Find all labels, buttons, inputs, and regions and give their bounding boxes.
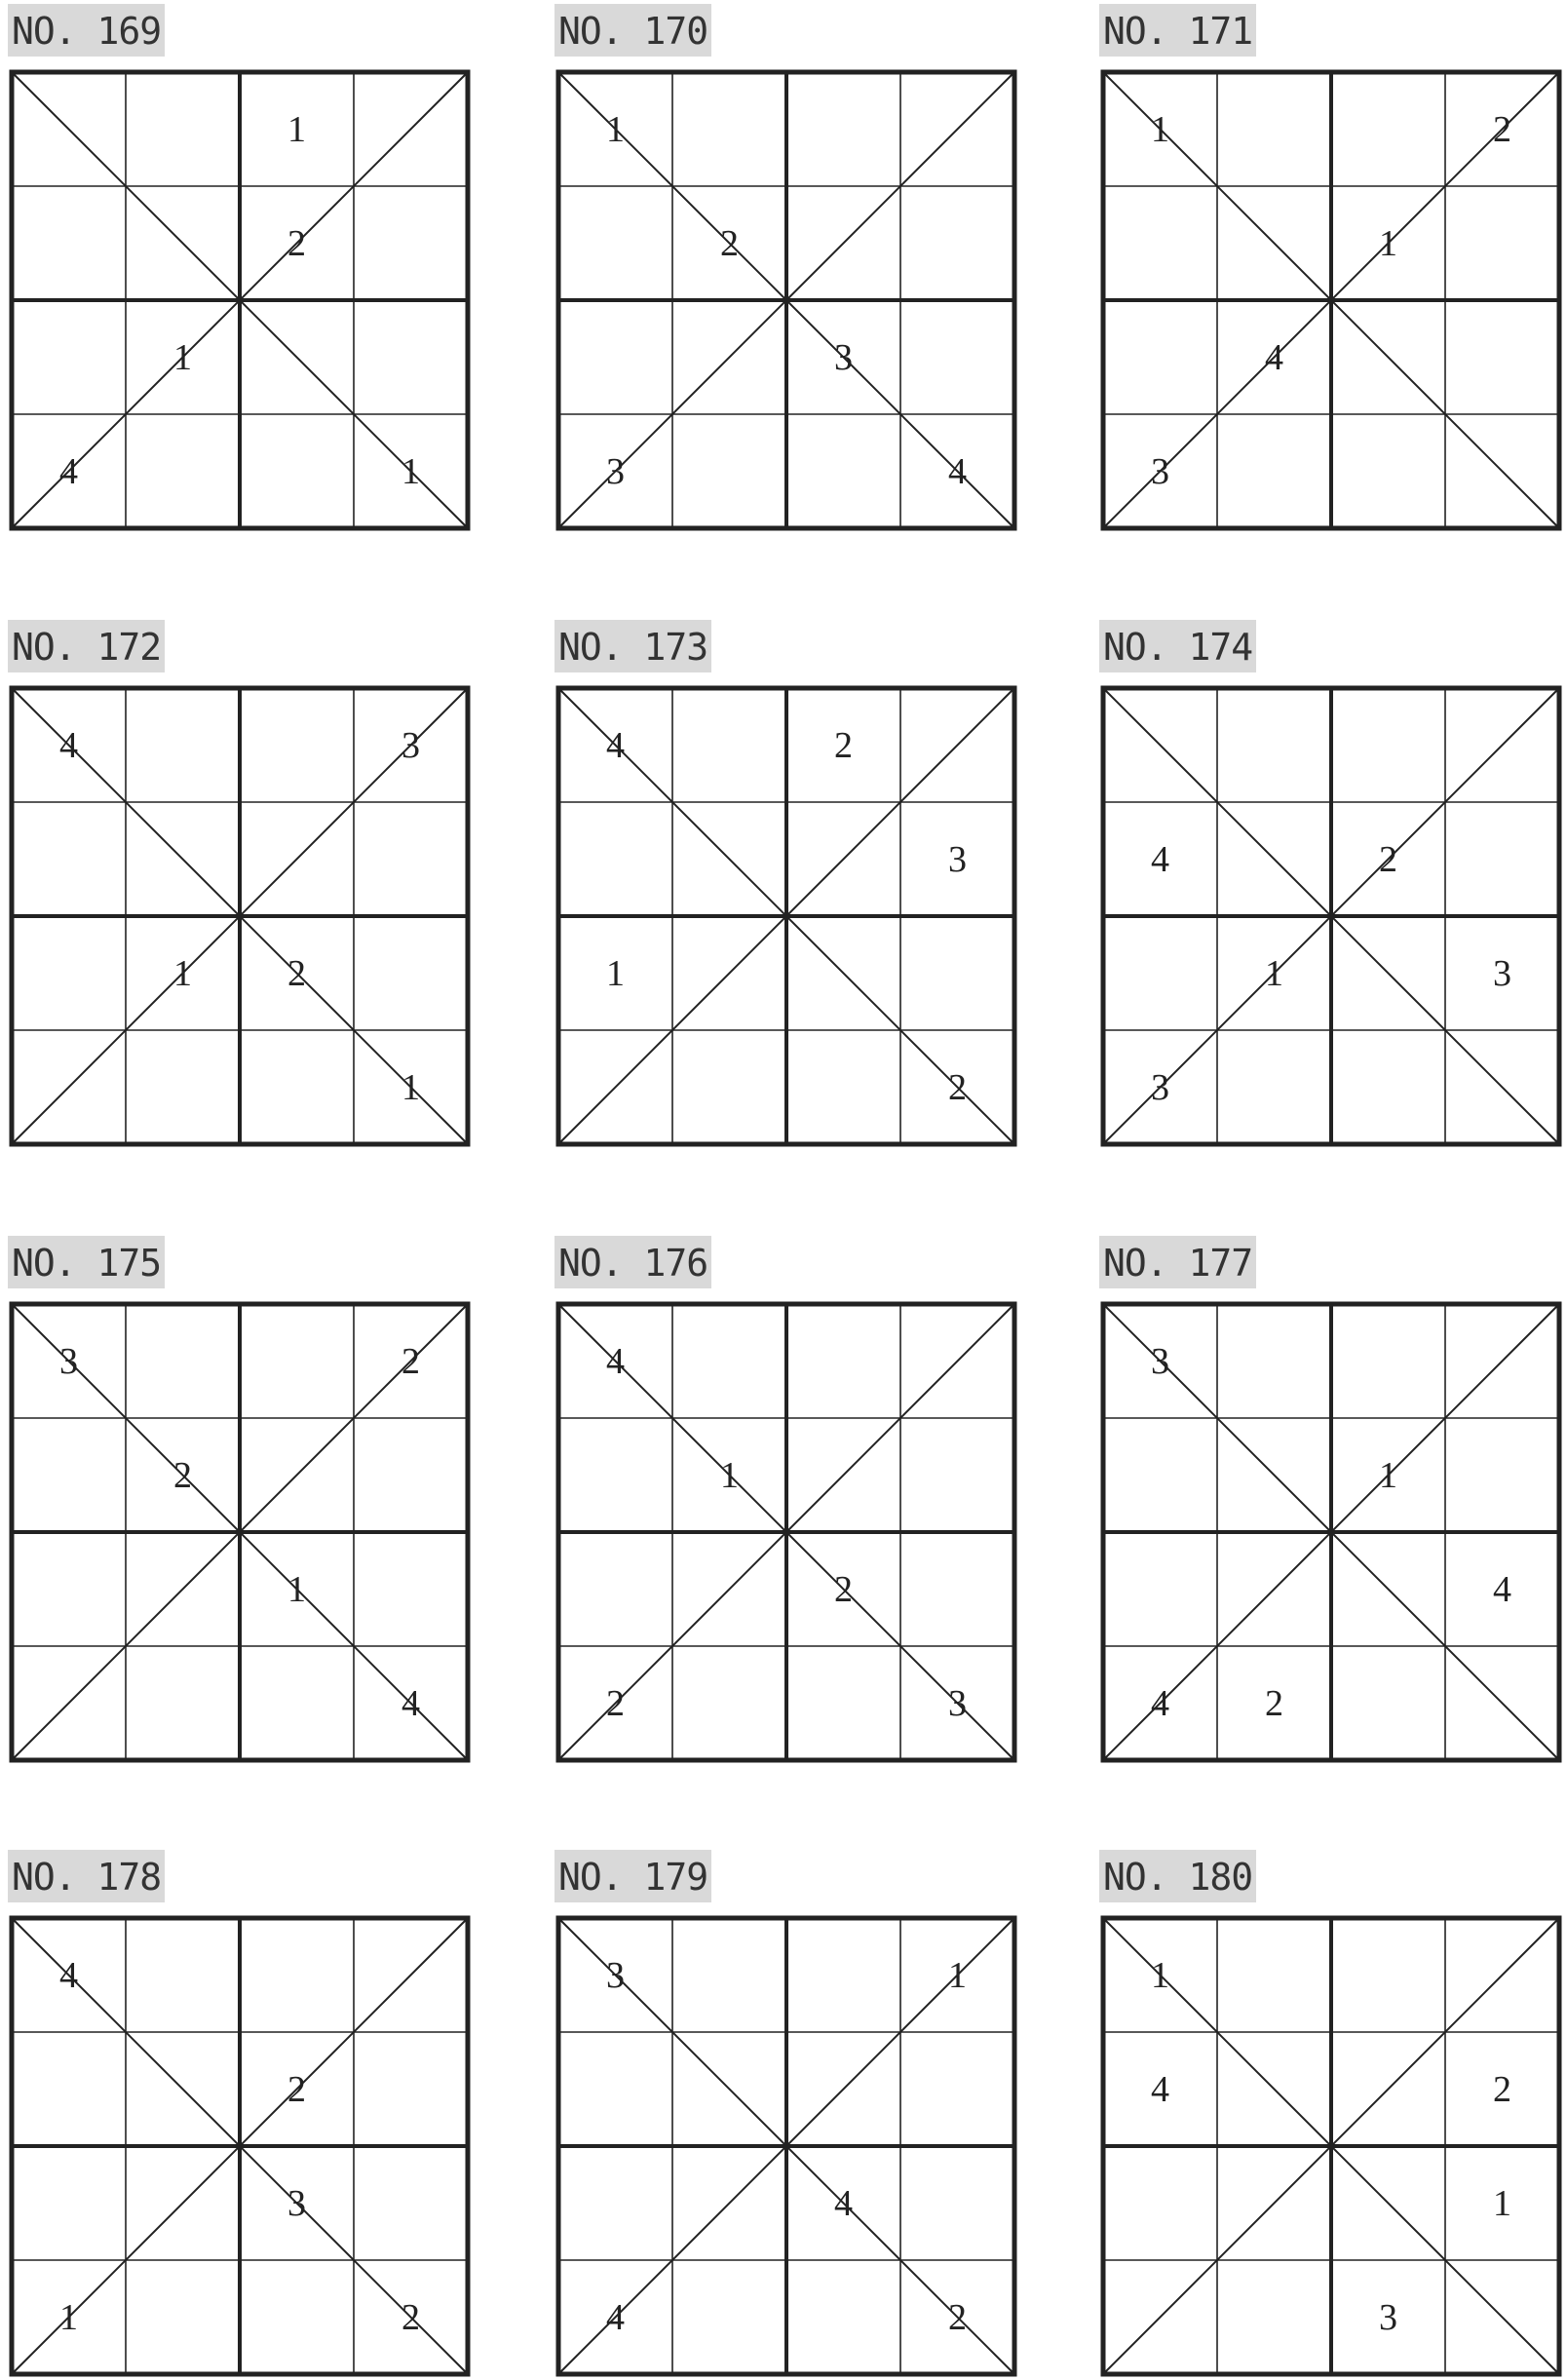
puzzle-number-label: NO. 174 bbox=[1099, 620, 1256, 672]
given-digit-cell[interactable]: 1 bbox=[1265, 952, 1283, 994]
empty-cell[interactable] bbox=[672, 300, 786, 414]
empty-cell[interactable] bbox=[240, 1418, 354, 1532]
given-digit-cell[interactable]: 4 bbox=[59, 450, 78, 492]
empty-cell[interactable] bbox=[900, 916, 1014, 1030]
given-digit-cell[interactable]: 4 bbox=[606, 2296, 625, 2338]
given-digit-cell[interactable]: 1 bbox=[1151, 108, 1169, 150]
empty-cell[interactable] bbox=[240, 1030, 354, 1144]
given-digit-cell[interactable]: 2 bbox=[401, 2296, 420, 2338]
empty-cell[interactable] bbox=[558, 186, 672, 300]
empty-cell[interactable] bbox=[12, 1418, 126, 1532]
given-digit-cell[interactable]: 3 bbox=[834, 336, 853, 378]
empty-cell[interactable] bbox=[240, 300, 354, 414]
given-digit-cell[interactable]: 1 bbox=[1379, 222, 1397, 264]
empty-cell[interactable] bbox=[126, 2146, 240, 2260]
given-digit-cell[interactable]: 4 bbox=[1265, 336, 1283, 378]
empty-cell[interactable] bbox=[354, 916, 468, 1030]
given-digit-cell[interactable]: 1 bbox=[173, 336, 192, 378]
given-digit-cell[interactable]: 3 bbox=[948, 838, 967, 880]
empty-cell[interactable] bbox=[354, 300, 468, 414]
sudoku-board bbox=[12, 1304, 472, 1764]
puzzle-number-label: NO. 170 bbox=[554, 4, 711, 57]
empty-cell[interactable] bbox=[900, 72, 1014, 186]
empty-cell[interactable] bbox=[1331, 1918, 1445, 2032]
given-digit-cell[interactable]: 2 bbox=[606, 1682, 625, 1724]
given-digit-cell[interactable]: 2 bbox=[1493, 2068, 1511, 2110]
given-digit-cell[interactable]: 3 bbox=[1493, 952, 1511, 994]
given-digit-cell[interactable]: 1 bbox=[401, 1066, 420, 1108]
empty-cell[interactable] bbox=[786, 1418, 900, 1532]
empty-cell[interactable] bbox=[1331, 1030, 1445, 1144]
puzzle-number-label: NO. 177 bbox=[1099, 1236, 1256, 1288]
given-digit-cell[interactable]: 1 bbox=[173, 952, 192, 994]
empty-cell[interactable] bbox=[1217, 1030, 1331, 1144]
empty-cell[interactable] bbox=[12, 1532, 126, 1646]
given-digit-cell[interactable]: 3 bbox=[606, 1954, 625, 1996]
empty-cell[interactable] bbox=[12, 186, 126, 300]
empty-cell[interactable] bbox=[126, 186, 240, 300]
empty-cell[interactable] bbox=[1331, 300, 1445, 414]
empty-cell[interactable] bbox=[672, 414, 786, 528]
empty-cell[interactable] bbox=[672, 2032, 786, 2146]
sudoku-board bbox=[1103, 688, 1563, 1148]
empty-cell[interactable] bbox=[240, 2260, 354, 2374]
empty-cell[interactable] bbox=[672, 2146, 786, 2260]
empty-cell[interactable] bbox=[786, 186, 900, 300]
given-digit-cell[interactable]: 1 bbox=[1493, 2182, 1511, 2224]
given-digit-cell[interactable]: 1 bbox=[1379, 1454, 1397, 1496]
empty-cell[interactable] bbox=[240, 1918, 354, 2032]
empty-cell[interactable] bbox=[126, 1532, 240, 1646]
empty-cell[interactable] bbox=[1217, 802, 1331, 916]
empty-cell[interactable] bbox=[1217, 72, 1331, 186]
empty-cell[interactable] bbox=[126, 72, 240, 186]
empty-cell[interactable] bbox=[1217, 688, 1331, 802]
puzzle-number-label: NO. 171 bbox=[1099, 4, 1256, 57]
empty-cell[interactable] bbox=[12, 2032, 126, 2146]
empty-cell[interactable] bbox=[12, 802, 126, 916]
given-digit-cell[interactable]: 1 bbox=[59, 2296, 78, 2338]
empty-cell[interactable] bbox=[900, 300, 1014, 414]
puzzle-number-label: NO. 175 bbox=[8, 1236, 165, 1288]
empty-cell[interactable] bbox=[558, 2146, 672, 2260]
empty-cell[interactable] bbox=[12, 2146, 126, 2260]
empty-cell[interactable] bbox=[240, 414, 354, 528]
given-digit-cell[interactable]: 2 bbox=[834, 1568, 853, 1610]
empty-cell[interactable] bbox=[900, 1418, 1014, 1532]
empty-cell[interactable] bbox=[126, 2260, 240, 2374]
empty-cell[interactable] bbox=[1103, 1532, 1217, 1646]
empty-cell[interactable] bbox=[354, 1918, 468, 2032]
given-digit-cell[interactable]: 2 bbox=[948, 1066, 967, 1108]
empty-cell[interactable] bbox=[900, 688, 1014, 802]
given-digit-cell[interactable]: 2 bbox=[401, 1340, 420, 1382]
given-digit-cell[interactable]: 4 bbox=[606, 1340, 625, 1382]
empty-cell[interactable] bbox=[558, 1030, 672, 1144]
empty-cell[interactable] bbox=[558, 2032, 672, 2146]
empty-cell[interactable] bbox=[1103, 688, 1217, 802]
puzzle-number-label: NO. 169 bbox=[8, 4, 165, 57]
empty-cell[interactable] bbox=[1445, 1030, 1559, 1144]
empty-cell[interactable] bbox=[1217, 1304, 1331, 1418]
empty-cell[interactable] bbox=[1445, 186, 1559, 300]
empty-cell[interactable] bbox=[786, 802, 900, 916]
empty-cell[interactable] bbox=[1445, 414, 1559, 528]
sudoku-board bbox=[558, 72, 1018, 532]
empty-cell[interactable] bbox=[240, 688, 354, 802]
given-digit-cell[interactable]: 2 bbox=[173, 1454, 192, 1496]
empty-cell[interactable] bbox=[1331, 1532, 1445, 1646]
empty-cell[interactable] bbox=[1217, 2260, 1331, 2374]
sudoku-board bbox=[12, 688, 472, 1148]
empty-cell[interactable] bbox=[1103, 2260, 1217, 2374]
empty-cell[interactable] bbox=[126, 688, 240, 802]
given-digit-cell[interactable]: 3 bbox=[948, 1682, 967, 1724]
sudoku-board bbox=[12, 72, 472, 532]
empty-cell[interactable] bbox=[672, 1918, 786, 2032]
empty-cell[interactable] bbox=[1331, 2032, 1445, 2146]
empty-cell[interactable] bbox=[672, 1646, 786, 1760]
empty-cell[interactable] bbox=[786, 1646, 900, 1760]
empty-cell[interactable] bbox=[1103, 186, 1217, 300]
empty-cell[interactable] bbox=[786, 414, 900, 528]
empty-cell[interactable] bbox=[1217, 2146, 1331, 2260]
empty-cell[interactable] bbox=[1217, 1532, 1331, 1646]
given-digit-cell[interactable]: 4 bbox=[1493, 1568, 1511, 1610]
empty-cell[interactable] bbox=[12, 916, 126, 1030]
empty-cell[interactable] bbox=[1445, 1418, 1559, 1532]
empty-cell[interactable] bbox=[1331, 72, 1445, 186]
puzzle-number-label: NO. 176 bbox=[554, 1236, 711, 1288]
empty-cell[interactable] bbox=[1217, 1418, 1331, 1532]
given-digit-cell[interactable]: 4 bbox=[606, 724, 625, 766]
given-digit-cell[interactable]: 4 bbox=[948, 450, 967, 492]
empty-cell[interactable] bbox=[354, 2146, 468, 2260]
given-digit-cell[interactable]: 4 bbox=[834, 2182, 853, 2224]
empty-cell[interactable] bbox=[786, 1918, 900, 2032]
empty-cell[interactable] bbox=[1103, 2146, 1217, 2260]
given-digit-cell[interactable]: 4 bbox=[59, 724, 78, 766]
given-digit-cell[interactable]: 1 bbox=[1151, 1954, 1169, 1996]
given-digit-cell[interactable]: 2 bbox=[287, 2068, 306, 2110]
given-digit-cell[interactable]: 2 bbox=[1265, 1682, 1283, 1724]
empty-cell[interactable] bbox=[1217, 2032, 1331, 2146]
empty-cell[interactable] bbox=[1331, 414, 1445, 528]
given-digit-cell[interactable]: 1 bbox=[287, 1568, 306, 1610]
empty-cell[interactable] bbox=[1217, 414, 1331, 528]
given-digit-cell[interactable]: 1 bbox=[287, 108, 306, 150]
empty-cell[interactable] bbox=[12, 1030, 126, 1144]
empty-cell[interactable] bbox=[900, 1532, 1014, 1646]
given-digit-cell[interactable]: 4 bbox=[401, 1682, 420, 1724]
empty-cell[interactable] bbox=[1445, 1304, 1559, 1418]
given-digit-cell[interactable]: 1 bbox=[720, 1454, 739, 1496]
empty-cell[interactable] bbox=[126, 1646, 240, 1760]
empty-cell[interactable] bbox=[240, 802, 354, 916]
empty-cell[interactable] bbox=[672, 2260, 786, 2374]
empty-cell[interactable] bbox=[1103, 300, 1217, 414]
empty-cell[interactable] bbox=[558, 1418, 672, 1532]
puzzle-number-label: NO. 180 bbox=[1099, 1850, 1256, 1902]
sudoku-board bbox=[558, 688, 1018, 1148]
empty-cell[interactable] bbox=[786, 1304, 900, 1418]
given-digit-cell[interactable]: 3 bbox=[401, 724, 420, 766]
empty-cell[interactable] bbox=[354, 1532, 468, 1646]
empty-cell[interactable] bbox=[354, 1418, 468, 1532]
empty-cell[interactable] bbox=[12, 72, 126, 186]
empty-cell[interactable] bbox=[558, 1532, 672, 1646]
sudoku-board bbox=[12, 1918, 472, 2378]
given-digit-cell[interactable]: 2 bbox=[287, 952, 306, 994]
empty-cell[interactable] bbox=[672, 802, 786, 916]
empty-cell[interactable] bbox=[1445, 2260, 1559, 2374]
empty-cell[interactable] bbox=[558, 802, 672, 916]
empty-cell[interactable] bbox=[672, 72, 786, 186]
given-digit-cell[interactable]: 3 bbox=[606, 450, 625, 492]
empty-cell[interactable] bbox=[672, 1304, 786, 1418]
empty-cell[interactable] bbox=[126, 1304, 240, 1418]
empty-cell[interactable] bbox=[354, 2032, 468, 2146]
empty-cell[interactable] bbox=[354, 72, 468, 186]
given-digit-cell[interactable]: 3 bbox=[1151, 1066, 1169, 1108]
given-digit-cell[interactable]: 1 bbox=[606, 952, 625, 994]
empty-cell[interactable] bbox=[354, 186, 468, 300]
puzzle-number-label: NO. 178 bbox=[8, 1850, 165, 1902]
sudoku-board bbox=[1103, 1304, 1563, 1764]
empty-cell[interactable] bbox=[354, 802, 468, 916]
given-digit-cell[interactable]: 2 bbox=[834, 724, 853, 766]
given-digit-cell[interactable]: 2 bbox=[1379, 838, 1397, 880]
sudoku-board bbox=[1103, 1918, 1563, 2378]
empty-cell[interactable] bbox=[1445, 300, 1559, 414]
empty-cell[interactable] bbox=[126, 1918, 240, 2032]
empty-cell[interactable] bbox=[126, 802, 240, 916]
empty-cell[interactable] bbox=[786, 72, 900, 186]
empty-cell[interactable] bbox=[126, 1030, 240, 1144]
empty-cell[interactable] bbox=[1445, 1918, 1559, 2032]
given-digit-cell[interactable]: 3 bbox=[287, 2182, 306, 2224]
empty-cell[interactable] bbox=[240, 1646, 354, 1760]
given-digit-cell[interactable]: 4 bbox=[1151, 2068, 1169, 2110]
given-digit-cell[interactable]: 3 bbox=[1151, 450, 1169, 492]
empty-cell[interactable] bbox=[1331, 916, 1445, 1030]
puzzle-number-label: NO. 172 bbox=[8, 620, 165, 672]
empty-cell[interactable] bbox=[1445, 688, 1559, 802]
empty-cell[interactable] bbox=[672, 1532, 786, 1646]
empty-cell[interactable] bbox=[900, 186, 1014, 300]
sudoku-board bbox=[558, 1918, 1018, 2378]
empty-cell[interactable] bbox=[1217, 186, 1331, 300]
given-digit-cell[interactable]: 3 bbox=[1151, 1340, 1169, 1382]
given-digit-cell[interactable]: 1 bbox=[948, 1954, 967, 1996]
empty-cell[interactable] bbox=[672, 688, 786, 802]
empty-cell[interactable] bbox=[126, 414, 240, 528]
empty-cell[interactable] bbox=[900, 1304, 1014, 1418]
empty-cell[interactable] bbox=[12, 1646, 126, 1760]
empty-cell[interactable] bbox=[672, 1030, 786, 1144]
given-digit-cell[interactable]: 4 bbox=[59, 1954, 78, 1996]
given-digit-cell[interactable]: 1 bbox=[606, 108, 625, 150]
empty-cell[interactable] bbox=[1103, 1418, 1217, 1532]
empty-cell[interactable] bbox=[900, 2146, 1014, 2260]
empty-cell[interactable] bbox=[1331, 1646, 1445, 1760]
empty-cell[interactable] bbox=[786, 1030, 900, 1144]
empty-cell[interactable] bbox=[240, 1304, 354, 1418]
sudoku-board bbox=[1103, 72, 1563, 532]
puzzle-number-label: NO. 173 bbox=[554, 620, 711, 672]
given-digit-cell[interactable]: 2 bbox=[1493, 108, 1511, 150]
empty-cell[interactable] bbox=[1331, 1304, 1445, 1418]
sudoku-board bbox=[558, 1304, 1018, 1764]
empty-cell[interactable] bbox=[126, 2032, 240, 2146]
given-digit-cell[interactable]: 4 bbox=[1151, 838, 1169, 880]
empty-cell[interactable] bbox=[558, 300, 672, 414]
puzzle-number-label: NO. 179 bbox=[554, 1850, 711, 1902]
given-digit-cell[interactable]: 3 bbox=[59, 1340, 78, 1382]
empty-cell[interactable] bbox=[1331, 2146, 1445, 2260]
given-digit-cell[interactable]: 2 bbox=[287, 222, 306, 264]
empty-cell[interactable] bbox=[1103, 916, 1217, 1030]
given-digit-cell[interactable]: 2 bbox=[948, 2296, 967, 2338]
given-digit-cell[interactable]: 4 bbox=[1151, 1682, 1169, 1724]
empty-cell[interactable] bbox=[786, 916, 900, 1030]
empty-cell[interactable] bbox=[786, 2032, 900, 2146]
given-digit-cell[interactable]: 2 bbox=[720, 222, 739, 264]
given-digit-cell[interactable]: 3 bbox=[1379, 2296, 1397, 2338]
empty-cell[interactable] bbox=[1331, 688, 1445, 802]
empty-cell[interactable] bbox=[1445, 1646, 1559, 1760]
empty-cell[interactable] bbox=[900, 2032, 1014, 2146]
empty-cell[interactable] bbox=[786, 2260, 900, 2374]
empty-cell[interactable] bbox=[672, 916, 786, 1030]
empty-cell[interactable] bbox=[1445, 802, 1559, 916]
empty-cell[interactable] bbox=[12, 300, 126, 414]
given-digit-cell[interactable]: 1 bbox=[401, 450, 420, 492]
empty-cell[interactable] bbox=[1217, 1918, 1331, 2032]
